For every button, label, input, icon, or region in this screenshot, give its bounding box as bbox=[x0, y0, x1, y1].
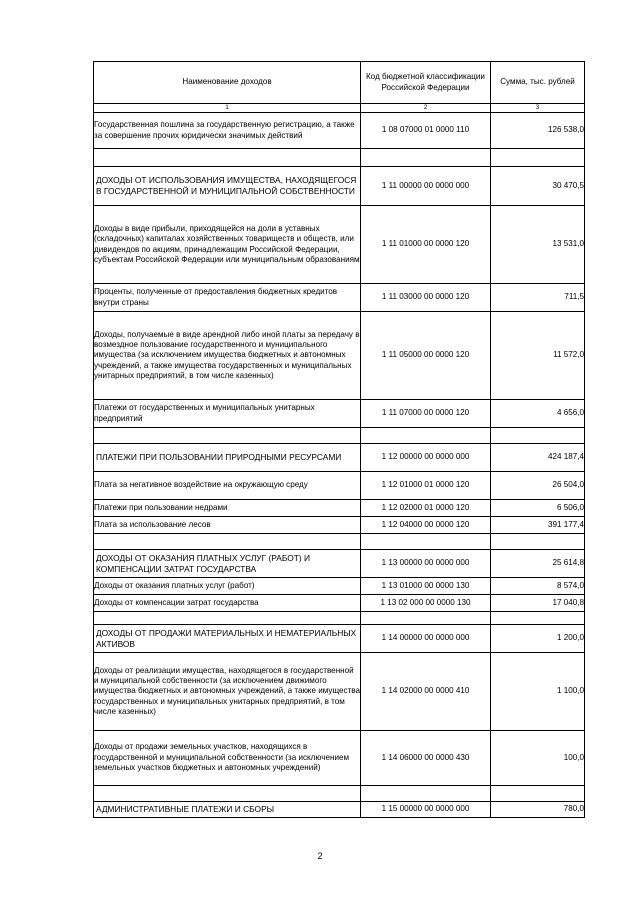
budget-code-cell: 1 11 05000 00 0000 120 bbox=[361, 312, 491, 400]
income-name-cell: Государственная пошлина за государственную регистрацию, а также за совершение прочих юридически значимых действий bbox=[94, 113, 361, 149]
budget-code-cell: 1 12 01000 01 0000 120 bbox=[361, 472, 491, 500]
income-name-cell: Доходы от реализации имущества, находящегося в государственной и муниципальной собственности (за исключением движимого имущества бюджетных и автономных учреждений, а также имущества государственных и муниципальных унитарных предприятий, в том числе казенных) bbox=[94, 653, 361, 731]
income-name-cell: Доходы от продажи земельных участков, находящихся в государственной и муниципальной собственности (за исключением земельных участков бюджетных и автономных учреждений) bbox=[94, 731, 361, 786]
budget-code-cell: 1 14 02000 00 0000 410 bbox=[361, 653, 491, 731]
income-name-cell: Доходы от оказания платных услуг (работ) bbox=[94, 578, 361, 595]
budget-code-cell: 1 13 02 000 00 0000 130 bbox=[361, 595, 491, 612]
budget-code-cell: 1 11 03000 00 0000 120 bbox=[361, 284, 491, 312]
income-name-cell: Платежи от государственных и муниципальных унитарных предприятий bbox=[94, 400, 361, 428]
empty-cell bbox=[94, 149, 361, 167]
empty-cell bbox=[361, 786, 491, 802]
budget-code-cell: 1 12 02000 01 0000 120 bbox=[361, 500, 491, 517]
table-row bbox=[94, 731, 585, 786]
table-header-row bbox=[94, 62, 585, 104]
budget-code-cell: 1 11 00000 00 0000 000 bbox=[361, 167, 491, 206]
empty-cell bbox=[361, 149, 491, 167]
budget-code-cell: 1 15 00000 00 0000 000 bbox=[361, 802, 491, 818]
amount-cell: 391 177,4 bbox=[491, 517, 585, 534]
empty-cell bbox=[491, 534, 585, 550]
income-name-cell: ДОХОДЫ ОТ ОКАЗАНИЯ ПЛАТНЫХ УСЛУГ (РАБОТ) И КОМПЕНСАЦИИ ЗАТРАТ ГОСУДАРСТВА bbox=[94, 550, 361, 578]
table-row bbox=[94, 517, 585, 534]
group-row bbox=[94, 167, 585, 206]
income-name-cell: Плата за использование лесов bbox=[94, 517, 361, 534]
amount-cell: 25 614,8 bbox=[491, 550, 585, 578]
group-row bbox=[94, 550, 585, 578]
empty-cell bbox=[361, 428, 491, 444]
amount-cell: 424 187,4 bbox=[491, 444, 585, 472]
income-name-cell: Проценты, полученные от предоставления бюджетных кредитов внутри страны bbox=[94, 284, 361, 312]
amount-cell: 711,5 bbox=[491, 284, 585, 312]
budget-code-cell: 1 13 00000 00 0000 000 bbox=[361, 550, 491, 578]
budget-code-cell: 1 08 07000 01 0000 110 bbox=[361, 113, 491, 149]
empty-cell bbox=[491, 612, 585, 625]
empty-cell bbox=[491, 786, 585, 802]
table-row bbox=[94, 653, 585, 731]
income-name-cell: Плата за негативное воздействие на окружающую среду bbox=[94, 472, 361, 500]
amount-cell: 30 470,5 bbox=[491, 167, 585, 206]
empty-cell bbox=[491, 149, 585, 167]
table-row bbox=[94, 595, 585, 612]
amount-cell: 8 574,0 bbox=[491, 578, 585, 595]
spacer-row bbox=[94, 534, 585, 550]
budget-code-cell: 1 12 00000 00 0000 000 bbox=[361, 444, 491, 472]
budget-code-cell: 1 14 00000 00 0000 000 bbox=[361, 625, 491, 653]
table-row bbox=[94, 284, 585, 312]
budget-code-cell: 1 12 04000 00 0000 120 bbox=[361, 517, 491, 534]
spacer-row bbox=[94, 612, 585, 625]
spacer-row bbox=[94, 149, 585, 167]
empty-cell bbox=[94, 428, 361, 444]
table-row bbox=[94, 578, 585, 595]
income-name-cell: АДМИНИСТРАТИВНЫЕ ПЛАТЕЖИ И СБОРЫ bbox=[94, 802, 361, 818]
empty-cell bbox=[94, 534, 361, 550]
header-code: Код бюджетной классификации Российской Федерации bbox=[361, 62, 491, 104]
amount-cell: 13 531,0 bbox=[491, 206, 585, 284]
income-name-cell: Доходы от компенсации затрат государства bbox=[94, 595, 361, 612]
income-name-cell: ДОХОДЫ ОТ ПРОДАЖИ МАТЕРИАЛЬНЫХ И НЕМАТЕРИАЛЬНЫХ АКТИВОВ bbox=[94, 625, 361, 653]
header-name: Наименование доходов bbox=[94, 62, 361, 104]
column-number-row bbox=[94, 104, 585, 113]
column-number: 2 bbox=[361, 104, 491, 113]
column-number: 1 bbox=[94, 104, 361, 113]
table-row bbox=[94, 500, 585, 517]
spacer-row bbox=[94, 786, 585, 802]
budget-code-cell: 1 11 01000 00 0000 120 bbox=[361, 206, 491, 284]
header-sum: Сумма, тыс. рублей bbox=[491, 62, 585, 104]
income-name-cell: Доходы в виде прибыли, приходящейся на доли в уставных (складочных) капиталах хозяйственных товариществ и обществ, или дивидендов по акциям, принадлежащим Российской Федерации, субъектам Российской Федерации или муниципальным образованиям bbox=[94, 206, 361, 284]
table-body bbox=[94, 113, 585, 818]
income-name-cell: ПЛАТЕЖИ ПРИ ПОЛЬЗОВАНИИ ПРИРОДНЫМИ РЕСУРСАМИ bbox=[94, 444, 361, 472]
budget-code-cell: 1 13 01000 00 0000 130 bbox=[361, 578, 491, 595]
income-name-cell: Платежи при пользовании недрами bbox=[94, 500, 361, 517]
amount-cell: 26 504,0 bbox=[491, 472, 585, 500]
empty-cell bbox=[94, 612, 361, 625]
column-number: 3 bbox=[491, 104, 585, 113]
amount-cell: 780,0 bbox=[491, 802, 585, 818]
table-row bbox=[94, 113, 585, 149]
empty-cell bbox=[361, 612, 491, 625]
empty-cell bbox=[491, 428, 585, 444]
table-row bbox=[94, 472, 585, 500]
amount-cell: 126 538,0 bbox=[491, 113, 585, 149]
empty-cell bbox=[361, 534, 491, 550]
page-number: 2 bbox=[317, 851, 323, 861]
amount-cell: 1 100,0 bbox=[491, 653, 585, 731]
amount-cell: 11 572,0 bbox=[491, 312, 585, 400]
revenue-table bbox=[93, 61, 585, 818]
group-row bbox=[94, 625, 585, 653]
group-row bbox=[94, 802, 585, 818]
budget-code-cell: 1 14 06000 00 0000 430 bbox=[361, 731, 491, 786]
table-row bbox=[94, 206, 585, 284]
table-row bbox=[94, 312, 585, 400]
table-row bbox=[94, 400, 585, 428]
amount-cell: 4 656,0 bbox=[491, 400, 585, 428]
spacer-row bbox=[94, 428, 585, 444]
budget-code-cell: 1 11 07000 00 0000 120 bbox=[361, 400, 491, 428]
income-name-cell: ДОХОДЫ ОТ ИСПОЛЬЗОВАНИЯ ИМУЩЕСТВА, НАХОДЯЩЕГОСЯ В ГОСУДАРСТВЕННОЙ И МУНИЦИПАЛЬНОЙ СОБСТВЕННОСТИ bbox=[94, 167, 361, 206]
group-row bbox=[94, 444, 585, 472]
amount-cell: 100,0 bbox=[491, 731, 585, 786]
amount-cell: 1 200,0 bbox=[491, 625, 585, 653]
empty-cell bbox=[94, 786, 361, 802]
income-name-cell: Доходы, получаемые в виде арендной либо иной платы за передачу в возмездное пользование государственного и муниципального имущества (за исключением имущества бюджетных и автономных учреждений, а также имущества государственных и муниципальных унитарных предприятий, в том числе казенных) bbox=[94, 312, 361, 400]
amount-cell: 6 506,0 bbox=[491, 500, 585, 517]
amount-cell: 17 040,8 bbox=[491, 595, 585, 612]
